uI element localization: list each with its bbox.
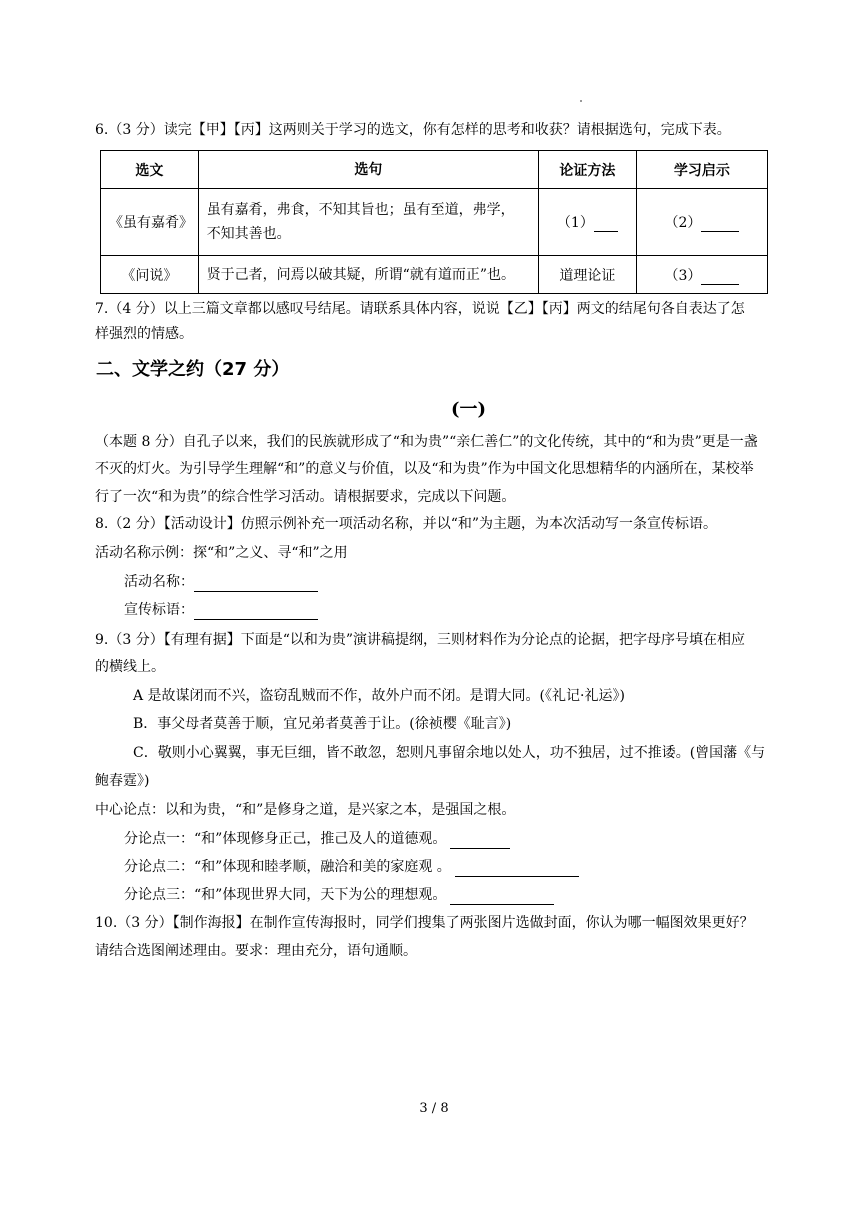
activity-name-label: 活动名称：: [124, 574, 194, 590]
activity-name-blank[interactable]: [194, 576, 318, 592]
sub-argument-text: 分论点二：“和”体现和睦孝顺，融洽和美的家庭观 。: [124, 859, 451, 875]
table-cell-insight: [636, 189, 767, 256]
answer-table: [100, 150, 768, 294]
answer-blank[interactable]: [701, 216, 739, 232]
table-header: 学习启示: [636, 151, 767, 189]
material-c-cont: 鲍春霆》): [95, 773, 150, 789]
question-10-line: 请结合选图阐述理由。要求：理由充分，语句通顺。: [95, 943, 417, 959]
table-cell-article: 《虽有嘉肴》: [101, 189, 199, 256]
table-header: 选文: [101, 151, 199, 189]
slogan-line: [124, 600, 318, 620]
answer-blank[interactable]: [594, 216, 618, 232]
question-9-line: 的横线上。: [95, 659, 165, 675]
table-cell-method: 道理论证: [538, 256, 636, 294]
central-argument: 中心论点：以和为贵，“和”是修身之道，是兴家之本，是强国之根。: [95, 802, 516, 818]
blank-number: （3）: [664, 267, 702, 284]
table-cell-insight: [636, 256, 767, 294]
answer-blank[interactable]: [455, 861, 579, 877]
question-10-line: 10.（3 分）【制作海报】在制作宣传海报时，同学们搜集了两张图片选做封面，你认为哪一幅图效果更好？: [95, 915, 754, 931]
question-9-line: 9.（3 分）【有理有据】下面是“以和为贵”演讲稿提纲，三则材料作为分论点的论据，把字母序号填在相应: [95, 632, 746, 648]
section-heading: 二、文学之约（27 分）: [96, 359, 290, 380]
table-row: [101, 189, 768, 256]
table-cell-method: [538, 189, 636, 256]
sub-argument-text: 分论点三：“和”体现世界大同，天下为公的理想观。: [124, 887, 447, 903]
sub-argument-3: [124, 885, 554, 905]
stray-dot: [580, 100, 582, 102]
slogan-label: 宣传标语：: [124, 602, 194, 618]
blank-number: （2）: [664, 215, 702, 231]
material-c: C．敬则小心翼翼，事无巨细，皆不敢忽，恕则凡事留余地以处人，功不独居，过不推诿。(曾国藩《与: [133, 745, 766, 761]
material-b: B．事父母者莫善于顺，宜兄弟者莫善于让。(徐祯樱《耻言》): [133, 716, 512, 732]
subsection-heading: (一): [451, 399, 487, 420]
table-header: 论证方法: [538, 151, 636, 189]
table-cell-sentence: 贤于己者，问焉以破其疑，所谓“就有道而正”也。: [198, 256, 538, 294]
table-header: 选句: [198, 151, 538, 189]
question-8: 8.（2 分）【活动设计】仿照示例补充一项活动名称，并以“和”为主题，为本次活动写一条宣传标语。: [95, 516, 718, 532]
blank-number: （1）: [556, 215, 594, 231]
sub-argument-2: [124, 857, 579, 877]
sub-argument-1: [124, 829, 510, 849]
answer-blank[interactable]: [450, 833, 510, 849]
table-row: [101, 256, 768, 294]
slogan-blank[interactable]: [194, 604, 318, 620]
table-cell-article: 《问说》: [101, 256, 199, 294]
question-7-line: 样强烈的情感。: [95, 326, 193, 342]
question-7-line: 7.（4 分）以上三篇文章都以感叹号结尾。请联系具体内容，说说【乙】【丙】两文的结尾句各自表达了怎: [95, 301, 745, 317]
example-line: 活动名称示例：探“和”之义、寻“和”之用: [95, 545, 348, 561]
answer-blank[interactable]: [450, 889, 554, 905]
sub-argument-text: 分论点一：“和”体现修身正己，推己及人的道德观。: [124, 831, 447, 847]
intro-line: （本题 8 分）自孔子以来，我们的民族就形成了“和为贵”“亲仁善仁”的文化传统，其中的“和为贵”更是一盏: [95, 434, 758, 450]
answer-blank[interactable]: [701, 269, 739, 285]
intro-line: 不灭的灯火。为引导学生理解“和”的意义与价值，以及“和为贵”作为中国文化思想精华的内涵所在，某校举: [95, 461, 754, 477]
sentence-line: 不知其善也。: [206, 226, 291, 242]
page-number: 3 / 8: [419, 1101, 449, 1116]
activity-name-line: [124, 572, 318, 592]
table-cell-sentence: [198, 189, 538, 256]
material-a: A 是故谋闭而不兴，盗窃乱贼而不作，故外户而不闭。是谓大同。(《礼记·礼运》): [133, 688, 625, 704]
table-header-row: [101, 151, 768, 189]
sentence-line: 虽有嘉肴，弗食，不知其旨也；虽有至道，弗学，: [206, 202, 515, 218]
question-6: 6.（3 分）读完【甲】【丙】这两则关于学习的选文，你有怎样的思考和收获？请根据选句，完成下表。: [95, 122, 731, 138]
intro-line: 行了一次“和为贵”的综合性学习活动。请根据要求，完成以下问题。: [95, 489, 516, 505]
